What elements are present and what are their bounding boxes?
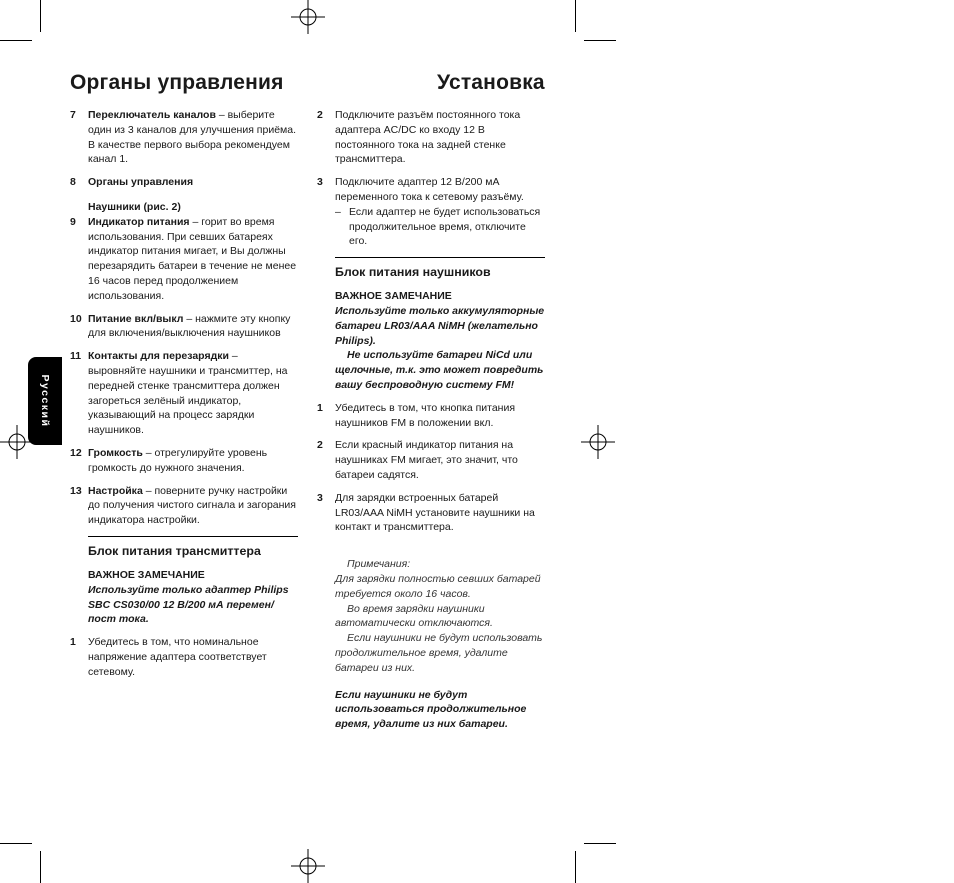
crop-mark [575,851,576,883]
item-number: 10 [70,312,82,325]
item-number: 8 [70,176,76,189]
item-label: Настройка [88,484,143,497]
item-label: Громкость [88,446,143,459]
list-item [70,349,298,438]
crop-mark [584,843,616,844]
important-body: Используйте только аккумуляторные батареи LR03/AAA NiMH (желательно Philips). [335,304,545,347]
item-text: Если красный индикатор питания на наушниках FM мигает, это значит, что батареи садятся. [335,439,518,481]
list-item [70,484,298,528]
item-text: Для зарядки встроенных батарей LR03/AAA NiMH установите наушники на контакт и трансмиттера. [335,491,535,534]
registration-mark-bottom [291,849,325,883]
item-text: – выберите один из 3 каналов для улучшения приёма. В качестве первого выбора рекомендуем канал 1. [88,109,297,166]
list-item [317,401,545,431]
list-item [317,108,545,167]
crop-mark [40,0,41,32]
important-body: Используйте только адаптер Philips SBC CS030/00 12 В/200 мА перемен/пост тока. [88,583,289,626]
item-label: Переключатель каналов [88,109,216,121]
item-number: 3 [317,491,323,504]
item-number: 12 [70,446,82,459]
registration-mark-top [291,0,325,34]
item-number: 7 [70,109,76,121]
note-text: Во время зарядки наушники автоматически отключаются. [335,602,493,630]
item-text: – горит во время использования. При севших батареях индикатор питания мигает, и Вы должны перезарядить батареи в течение не менее 16 часов перед продолжением использования. [88,215,297,302]
item-number: 2 [317,109,323,121]
item-number: 13 [70,484,82,497]
item-text: Подключите разъём постоянного тока адаптера AC/DC ко входу 12 В постоянного тока на задней стенке трансмиттера. [335,109,521,166]
item-label: Индикатор питания [88,215,190,228]
important-heading: ВАЖНОЕ ЗАМЕЧАНИЕ [88,568,205,581]
important-note [70,568,298,627]
registration-mark-right [581,425,615,459]
right-column [317,108,545,732]
item-label: Наушники (рис. 2) [88,200,181,213]
sub-item [335,205,545,249]
item-text: Убедитесь в том, что номинальное напряжение адаптера соответствует сетевому. [88,636,267,678]
list-item [70,108,298,167]
item-number: 11 [70,350,82,363]
language-tab [28,357,62,445]
list-item [70,312,298,342]
list-item [317,491,545,535]
item-number: 1 [317,401,323,414]
item-number: 1 [70,636,76,649]
sub-item-text: Если адаптер не будет использоваться продолжительное время, отключите его. [349,205,541,248]
item-text: Убедитесь в том, что кнопка питания наушников FM в положении вкл. [335,401,516,429]
item-text: – выровняйте наушники и трансмиттер, на передней стенке трансмиттера должен загореться зелёный индикатор, указывающий на процесс зарядки наушников. [88,350,288,437]
crop-mark [575,0,576,32]
item-text: – отрегулируйте уровень громкость до нужного значения. [88,446,268,474]
notes-block [317,557,545,675]
warning-text: Если наушники не будут использоваться продолжительное время, удалите из них батареи. [335,688,527,731]
list-item [70,215,298,304]
important-heading: ВАЖНОЕ ЗАМЕЧАНИЕ [335,290,452,303]
item-number: 3 [317,176,323,189]
important-note [317,289,545,393]
page-title-left: Органы управления [70,71,284,94]
list-item [70,200,298,215]
item-text: Подключите адаптер 12 В/200 мА переменного тока к сетевому разъёму. [335,176,524,203]
section-title-transmitter-power: Блок питания трансмиттера [88,536,298,559]
item-text: – поверните ручку настройки до получения чистого сигнала и загорания индикатора настройки. [88,484,296,527]
note-text: Для зарядки полностью севших батарей требуется около 16 часов. [335,572,541,600]
left-column [70,108,298,688]
item-number: 2 [317,439,323,452]
dash-marker: – [335,205,341,218]
item-text: – нажмите эту кнопку для включения/выключения наушников [88,312,291,340]
page-title-right: Установка [437,71,545,94]
list-item [317,175,545,249]
crop-mark [584,40,616,41]
section-title-headphone-power: Блок питания наушников [335,257,545,280]
item-label: Контакты для перезарядки [88,350,229,363]
list-item [70,635,298,679]
language-tab-label: Русский [39,374,51,428]
list-item [70,175,298,190]
crop-mark [0,40,32,41]
list-item [70,446,298,476]
crop-mark [0,843,32,844]
item-label: Питание вкл/выкл [88,312,184,325]
item-label: Органы управления [88,176,194,189]
important-body: Не используйте батареи NiCd или щелочные, т.к. это может повредить вашу беспроводную систему FM! [335,349,544,391]
item-number: 9 [70,215,76,228]
list-item [317,438,545,482]
notes-title: Примечания: [347,558,411,571]
crop-mark [40,851,41,883]
note-text: Если наушники не будут использовать продолжительное время, удалите батареи из них. [335,632,543,674]
